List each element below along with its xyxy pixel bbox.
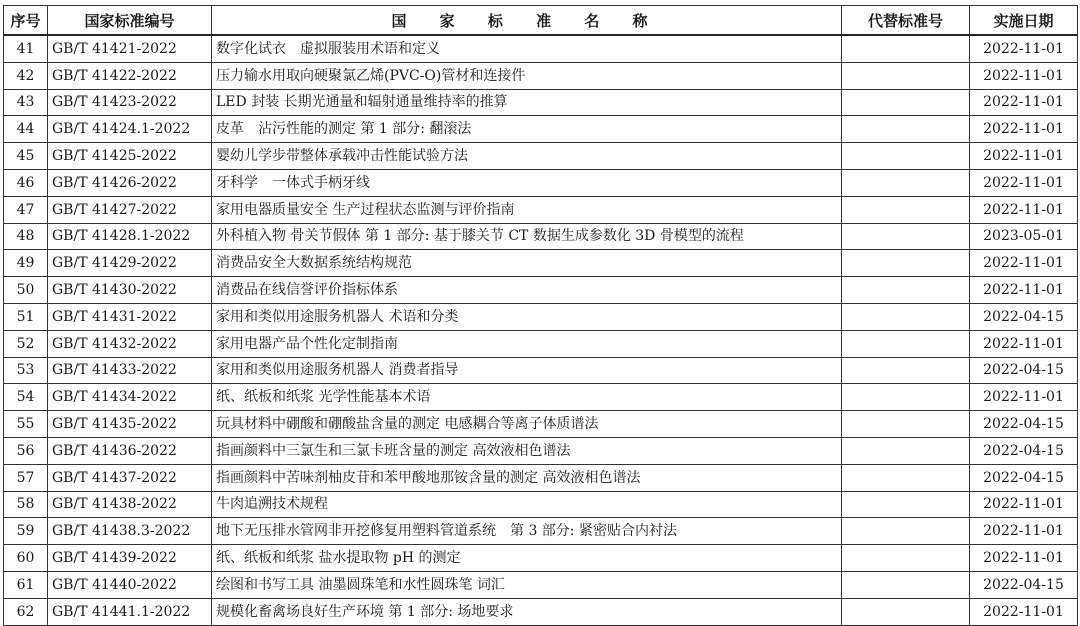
cell-standard-name: 压力输水用取向硬聚氯乙烯(PVC-O)管材和连接件 — [212, 62, 842, 89]
cell-replaced-standard — [842, 411, 970, 438]
table-row — [4, 303, 1078, 330]
cell-implementation-date: 2022-04-15 — [970, 464, 1078, 491]
cell-serial-number: 46 — [4, 169, 48, 196]
cell-replaced-standard — [842, 357, 970, 384]
cell-standard-name: 家用电器产品个性化定制指南 — [212, 330, 842, 357]
cell-standard-code: GB/T 41438-2022 — [48, 491, 212, 518]
cell-implementation-date: 2022-11-01 — [970, 518, 1078, 545]
cell-standard-code: GB/T 41436-2022 — [48, 437, 212, 464]
cell-implementation-date: 2022-11-01 — [970, 89, 1078, 116]
cell-standard-name: 皮革 沾污性能的测定 第 1 部分: 翻滚法 — [212, 116, 842, 143]
cell-implementation-date: 2022-04-15 — [970, 437, 1078, 464]
cell-implementation-date: 2022-04-15 — [970, 357, 1078, 384]
cell-standard-name: 指画颜料中三氯生和三氯卡班含量的测定 高效液相色谱法 — [212, 437, 842, 464]
cell-implementation-date: 2022-11-01 — [970, 62, 1078, 89]
table-row — [4, 357, 1078, 384]
table-row — [4, 143, 1078, 170]
cell-standard-code: GB/T 41428.1-2022 — [48, 223, 212, 250]
cell-replaced-standard — [842, 89, 970, 116]
table-row — [4, 571, 1078, 598]
table-row — [4, 89, 1078, 116]
table-row — [4, 116, 1078, 143]
cell-standard-name: 指画颜料中苦味剂柚皮苷和苯甲酸地那铵含量的测定 高效液相色谱法 — [212, 464, 842, 491]
cell-replaced-standard — [842, 35, 970, 62]
cell-replaced-standard — [842, 330, 970, 357]
header-standard-code: 国家标准编号 — [48, 6, 212, 36]
cell-standard-code: GB/T 41431-2022 — [48, 303, 212, 330]
table-row — [4, 330, 1078, 357]
cell-standard-name: 家用和类似用途服务机器人 术语和分类 — [212, 303, 842, 330]
cell-serial-number: 48 — [4, 223, 48, 250]
cell-serial-number: 47 — [4, 196, 48, 223]
cell-standard-name: LED 封装 长期光通量和辐射通量维持率的推算 — [212, 89, 842, 116]
cell-replaced-standard — [842, 143, 970, 170]
cell-implementation-date: 2022-11-01 — [970, 35, 1078, 62]
cell-standard-name: 牛肉追溯技术规程 — [212, 491, 842, 518]
cell-standard-name: 家用和类似用途服务机器人 消费者指导 — [212, 357, 842, 384]
cell-standard-code: GB/T 41434-2022 — [48, 384, 212, 411]
cell-implementation-date: 2022-11-01 — [970, 143, 1078, 170]
cell-standard-name: 纸、纸板和纸浆 盐水提取物 pH 的测定 — [212, 545, 842, 572]
cell-replaced-standard — [842, 196, 970, 223]
cell-implementation-date: 2022-04-15 — [970, 411, 1078, 438]
cell-standard-name: 外科植入物 骨关节假体 第 1 部分: 基于膝关节 CT 数据生成参数化 3D 骨模型的流程 — [212, 223, 842, 250]
cell-replaced-standard — [842, 384, 970, 411]
cell-replaced-standard — [842, 116, 970, 143]
cell-serial-number: 55 — [4, 411, 48, 438]
table-row — [4, 35, 1078, 62]
cell-serial-number: 53 — [4, 357, 48, 384]
cell-replaced-standard — [842, 223, 970, 250]
cell-implementation-date: 2022-11-01 — [970, 116, 1078, 143]
cell-serial-number: 49 — [4, 250, 48, 277]
cell-serial-number: 50 — [4, 277, 48, 304]
cell-replaced-standard — [842, 598, 970, 625]
table-row — [4, 411, 1078, 438]
table-body — [4, 35, 1078, 625]
cell-replaced-standard — [842, 277, 970, 304]
cell-serial-number: 57 — [4, 464, 48, 491]
cell-implementation-date: 2022-11-01 — [970, 598, 1078, 625]
table-row — [4, 491, 1078, 518]
cell-implementation-date: 2022-11-01 — [970, 250, 1078, 277]
cell-standard-code: GB/T 41432-2022 — [48, 330, 212, 357]
table-row — [4, 277, 1078, 304]
cell-serial-number: 41 — [4, 35, 48, 62]
cell-standard-code: GB/T 41430-2022 — [48, 277, 212, 304]
cell-standard-code: GB/T 41440-2022 — [48, 571, 212, 598]
cell-replaced-standard — [842, 303, 970, 330]
cell-implementation-date: 2022-11-01 — [970, 545, 1078, 572]
cell-standard-name: 地下无压排水管网非开挖修复用塑料管道系统 第 3 部分: 紧密贴合内衬法 — [212, 518, 842, 545]
cell-standard-name: 纸、纸板和纸浆 光学性能基本术语 — [212, 384, 842, 411]
cell-standard-name: 家用电器质量安全 生产过程状态监测与评价指南 — [212, 196, 842, 223]
cell-serial-number: 45 — [4, 143, 48, 170]
table-row — [4, 598, 1078, 625]
cell-serial-number: 58 — [4, 491, 48, 518]
cell-serial-number: 56 — [4, 437, 48, 464]
cell-standard-code: GB/T 41438.3-2022 — [48, 518, 212, 545]
cell-standard-code: GB/T 41441.1-2022 — [48, 598, 212, 625]
cell-serial-number: 60 — [4, 545, 48, 572]
cell-standard-name: 规模化畜禽场良好生产环境 第 1 部分: 场地要求 — [212, 598, 842, 625]
cell-standard-name: 消费品安全大数据系统结构规范 — [212, 250, 842, 277]
cell-replaced-standard — [842, 62, 970, 89]
cell-replaced-standard — [842, 571, 970, 598]
cell-replaced-standard — [842, 545, 970, 572]
cell-standard-code: GB/T 41422-2022 — [48, 62, 212, 89]
cell-standard-code: GB/T 41426-2022 — [48, 169, 212, 196]
standards-table — [3, 5, 1078, 626]
cell-standard-name: 消费品在线信誉评价指标体系 — [212, 277, 842, 304]
table-row — [4, 223, 1078, 250]
cell-implementation-date: 2022-11-01 — [970, 169, 1078, 196]
header-implementation-date: 实施日期 — [970, 6, 1078, 36]
cell-standard-name: 数字化试衣 虚拟服装用术语和定义 — [212, 35, 842, 62]
cell-implementation-date: 2022-11-01 — [970, 384, 1078, 411]
cell-implementation-date: 2023-05-01 — [970, 223, 1078, 250]
table-row — [4, 518, 1078, 545]
table-row — [4, 437, 1078, 464]
table-row — [4, 464, 1078, 491]
cell-replaced-standard — [842, 437, 970, 464]
cell-implementation-date: 2022-11-01 — [970, 196, 1078, 223]
cell-standard-code: GB/T 41425-2022 — [48, 143, 212, 170]
cell-standard-code: GB/T 41427-2022 — [48, 196, 212, 223]
cell-standard-code: GB/T 41424.1-2022 — [48, 116, 212, 143]
cell-standard-code: GB/T 41429-2022 — [48, 250, 212, 277]
cell-serial-number: 44 — [4, 116, 48, 143]
cell-standard-code: GB/T 41433-2022 — [48, 357, 212, 384]
header-replaced-standard: 代替标准号 — [842, 6, 970, 36]
cell-serial-number: 51 — [4, 303, 48, 330]
cell-standard-name: 婴幼儿学步带整体承载冲击性能试验方法 — [212, 143, 842, 170]
cell-standard-name: 玩具材料中硼酸和硼酸盐含量的测定 电感耦合等离子体质谱法 — [212, 411, 842, 438]
cell-replaced-standard — [842, 518, 970, 545]
cell-replaced-standard — [842, 464, 970, 491]
cell-serial-number: 52 — [4, 330, 48, 357]
cell-implementation-date: 2022-04-15 — [970, 571, 1078, 598]
cell-replaced-standard — [842, 491, 970, 518]
header-standard-name: 国 家 标 准 名 称 — [212, 6, 842, 36]
table-row — [4, 169, 1078, 196]
table-row — [4, 62, 1078, 89]
cell-implementation-date: 2022-11-01 — [970, 277, 1078, 304]
cell-standard-code: GB/T 41421-2022 — [48, 35, 212, 62]
table-row — [4, 250, 1078, 277]
cell-serial-number: 42 — [4, 62, 48, 89]
header-row — [4, 6, 1078, 36]
header-serial-number: 序号 — [4, 6, 48, 36]
cell-serial-number: 62 — [4, 598, 48, 625]
cell-serial-number: 54 — [4, 384, 48, 411]
cell-standard-code: GB/T 41423-2022 — [48, 89, 212, 116]
table-row — [4, 384, 1078, 411]
cell-standard-code: GB/T 41437-2022 — [48, 464, 212, 491]
cell-serial-number: 43 — [4, 89, 48, 116]
cell-replaced-standard — [842, 169, 970, 196]
cell-standard-name: 牙科学 一体式手柄牙线 — [212, 169, 842, 196]
table-row — [4, 196, 1078, 223]
table-row — [4, 545, 1078, 572]
cell-implementation-date: 2022-11-01 — [970, 491, 1078, 518]
cell-standard-name: 绘图和书写工具 油墨圆珠笔和水性圆珠笔 词汇 — [212, 571, 842, 598]
cell-replaced-standard — [842, 250, 970, 277]
cell-standard-code: GB/T 41435-2022 — [48, 411, 212, 438]
cell-implementation-date: 2022-04-15 — [970, 303, 1078, 330]
table-header — [4, 6, 1078, 36]
cell-serial-number: 59 — [4, 518, 48, 545]
cell-serial-number: 61 — [4, 571, 48, 598]
cell-standard-code: GB/T 41439-2022 — [48, 545, 212, 572]
cell-implementation-date: 2022-11-01 — [970, 330, 1078, 357]
